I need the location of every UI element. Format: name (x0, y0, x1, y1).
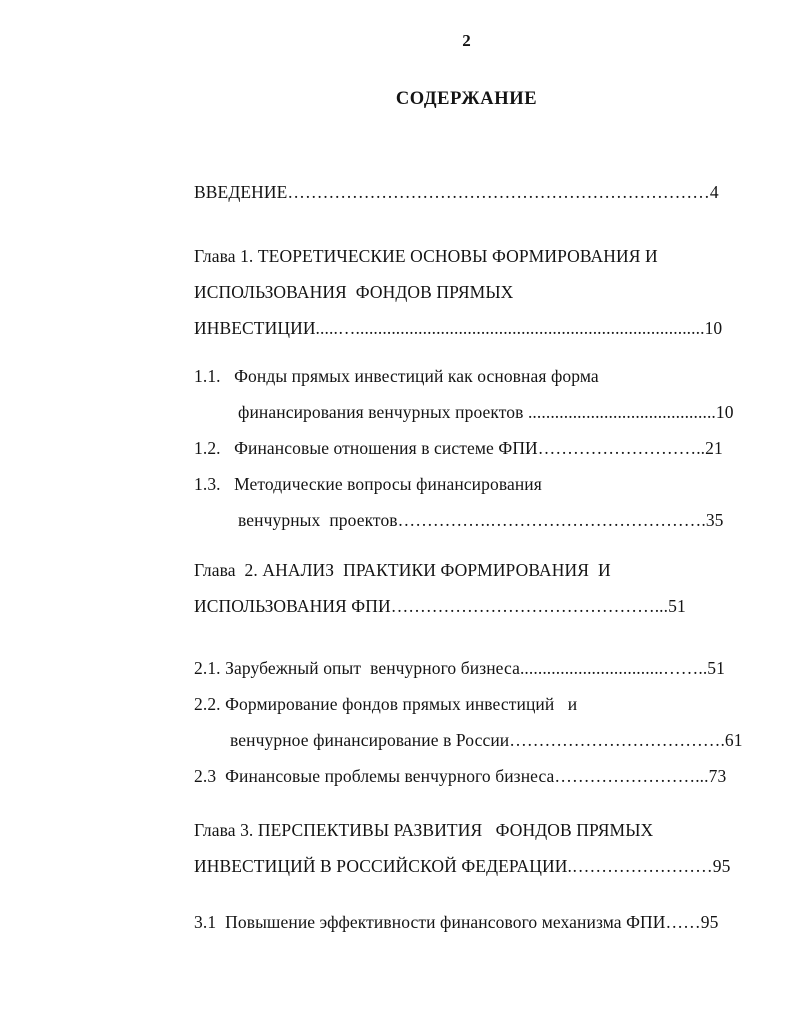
toc-line-introduction: ВВЕДЕНИЕ………………………………………………………………4 (194, 182, 719, 202)
page-title: СОДЕРЖАНИЕ (395, 89, 538, 109)
page-number: 2 (462, 31, 471, 50)
toc-line-1-2: 1.2. Финансовые отношения в системе ФПИ………………………..21 (194, 438, 723, 458)
toc-line-1-3b: венчурных проектов…………….……………………………….35 (238, 510, 724, 530)
toc-line-2-1: 2.1. Зарубежный опыт венчурного бизнеса................................……..51 (194, 658, 725, 678)
toc-line-2-2b: венчурное финансирование в России……………………………….61 (230, 730, 743, 750)
toc-line-3-1: 3.1 Повышение эффективности финансового механизма ФПИ……95 (194, 912, 719, 932)
toc-line-ch3-2: ИНВЕСТИЦИЙ В РОССИЙСКОЙ ФЕДЕРАЦИИ.……………………95 (194, 856, 731, 876)
toc-line-ch3-1: Глава 3. ПЕРСПЕКТИВЫ РАЗВИТИЯ ФОНДОВ ПРЯМЫХ (194, 820, 654, 840)
toc-line-ch2-1: Глава 2. АНАЛИЗ ПРАКТИКИ ФОРМИРОВАНИЯ И (194, 560, 611, 580)
toc-line-1-1b: финансирования венчурных проектов ..........................................10 (238, 402, 734, 422)
toc-line-ch1-1: Глава 1. ТЕОРЕТИЧЕСКИЕ ОСНОВЫ ФОРМИРОВАНИЯ И (194, 246, 658, 266)
toc-line-ch2-2: ИСПОЛЬЗОВАНИЯ ФПИ………………………………………...51 (194, 596, 686, 616)
toc-line-2-2a: 2.2. Формирование фондов прямых инвестиций и (194, 694, 578, 714)
toc-line-2-3: 2.3 Финансовые проблемы венчурного бизнеса……………………...73 (194, 766, 727, 786)
toc-line-1-1a: 1.1. Фонды прямых инвестиций как основная форма (194, 366, 599, 386)
table-of-contents (194, 174, 743, 940)
toc-line-ch1-2: ИСПОЛЬЗОВАНИЯ ФОНДОВ ПРЯМЫХ (194, 282, 514, 302)
toc-line-ch1-3: ИНВЕСТИЦИИ.....…..............................................................................10 (194, 318, 723, 338)
toc-line-1-3a: 1.3. Методические вопросы финансирования (194, 474, 542, 494)
